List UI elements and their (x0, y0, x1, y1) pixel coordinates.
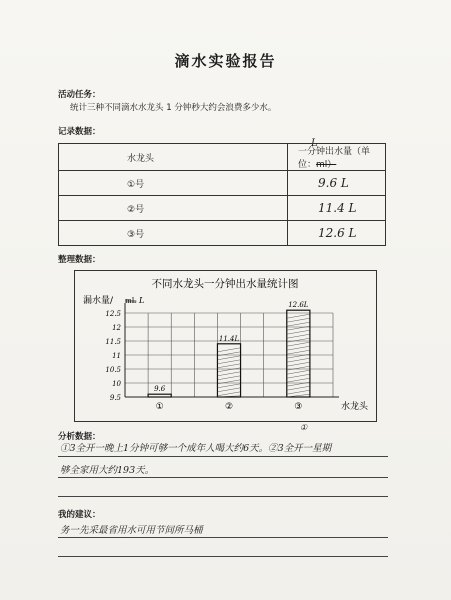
bar-hatch (217, 384, 240, 388)
bar-hatch (287, 390, 310, 394)
bar-chart (75, 271, 376, 421)
chart-title: 不同水龙头一分钟出水量统计图 (151, 278, 299, 290)
bar-hatch (287, 330, 310, 334)
suggestion-label: 我的建议： (58, 510, 101, 520)
chart-frame (74, 270, 377, 422)
bar (148, 394, 171, 397)
value-cell (288, 196, 386, 221)
unit-correction: L (311, 138, 318, 149)
bar-hatch (217, 364, 240, 368)
x-tick-label: ③ (294, 402, 303, 412)
y-tick-label: 9.5 (109, 394, 121, 402)
records-label: 记录数据： (58, 127, 101, 137)
analysis-mark: ① (300, 423, 308, 432)
tap-cell: ①号 (59, 171, 288, 196)
analysis-label: 分析数据： (58, 432, 101, 442)
value-cell (288, 221, 386, 246)
ruled-line (58, 537, 388, 538)
table-header-row (59, 144, 386, 171)
bar-hatch (287, 370, 310, 374)
ruled-line (58, 496, 388, 497)
ruled-line (58, 477, 388, 478)
header-tap: 水龙头 (59, 144, 288, 171)
bar-hatch (287, 322, 310, 326)
bar-hatch (287, 314, 310, 318)
table-row (59, 171, 386, 196)
bar-hatch (217, 368, 240, 372)
y-axis-label: 漏水量/ (83, 296, 114, 306)
records-table (58, 143, 386, 246)
y-axis-unit-hand: L (139, 296, 145, 305)
value-text: 12.6 L (318, 226, 357, 240)
bar-hatch (287, 374, 310, 378)
y-tick-label: 10.5 (105, 366, 121, 374)
organize-label: 整理数据： (58, 255, 101, 265)
ruled-line (58, 556, 388, 557)
bar-hatch (287, 358, 310, 362)
bar-hatch (287, 350, 310, 354)
bar-hatch (287, 386, 310, 390)
value-cell (288, 171, 386, 196)
bar-hatch (217, 388, 240, 392)
value-text: 9.6 L (318, 176, 349, 190)
tap-cell: ②号 (59, 196, 288, 221)
ruled-line (58, 456, 388, 457)
suggestion-line-1: 务一先采最省用水可用节间所马桶 (60, 525, 203, 536)
x-axis-label: 水龙头 (341, 402, 369, 412)
bar-hatch (217, 392, 240, 396)
tap-cell: ③号 (59, 221, 288, 246)
data-label: 12.6L (288, 301, 309, 310)
bar (217, 344, 240, 397)
y-tick-label: 10 (112, 380, 121, 388)
y-tick-label: 12.5 (105, 310, 121, 318)
table-row (59, 221, 386, 246)
bar-hatch (287, 362, 310, 366)
bar-hatch (287, 342, 310, 346)
analysis-line-1: ①3全开一晚上1分钟可够一个成年人喝大约6天。②3全开一星期 (60, 443, 332, 454)
y-axis-unit-crossed: mL (125, 297, 137, 305)
table-row (59, 196, 386, 221)
bar-hatch (287, 338, 310, 342)
y-tick-label: 12 (112, 324, 121, 332)
header-output (288, 144, 386, 171)
bar-hatch (217, 376, 240, 380)
bar-hatch (217, 372, 240, 376)
data-label: 9.6 (154, 385, 166, 394)
bar-hatch (287, 318, 310, 322)
header-unit-crossed: ml） (316, 160, 337, 170)
bar-hatch (287, 346, 310, 350)
bar-hatch (217, 356, 240, 360)
value-text: 11.4 L (318, 201, 357, 215)
bar-hatch (287, 378, 310, 382)
analysis-line-2: 够全家用大约193天。 (60, 465, 155, 476)
bar-hatch (287, 366, 310, 370)
header-output-text: 一分钟出水量（单位： (298, 147, 371, 170)
bar-hatch (217, 348, 240, 352)
bar-hatch (287, 334, 310, 338)
x-tick-label: ② (224, 402, 234, 412)
bar-hatch (217, 360, 240, 364)
y-tick-label: 11.5 (105, 338, 121, 346)
task-text: 统计三种不同滴水水龙头 1 分钟秒大约会浪费多少水。 (70, 103, 277, 113)
data-label: 11.4L (218, 334, 240, 343)
page-title: 滴水实验报告 (174, 52, 277, 70)
task-label: 活动任务： (58, 90, 101, 100)
y-tick-label: 11 (112, 352, 121, 360)
x-tick-label: ① (155, 402, 164, 412)
